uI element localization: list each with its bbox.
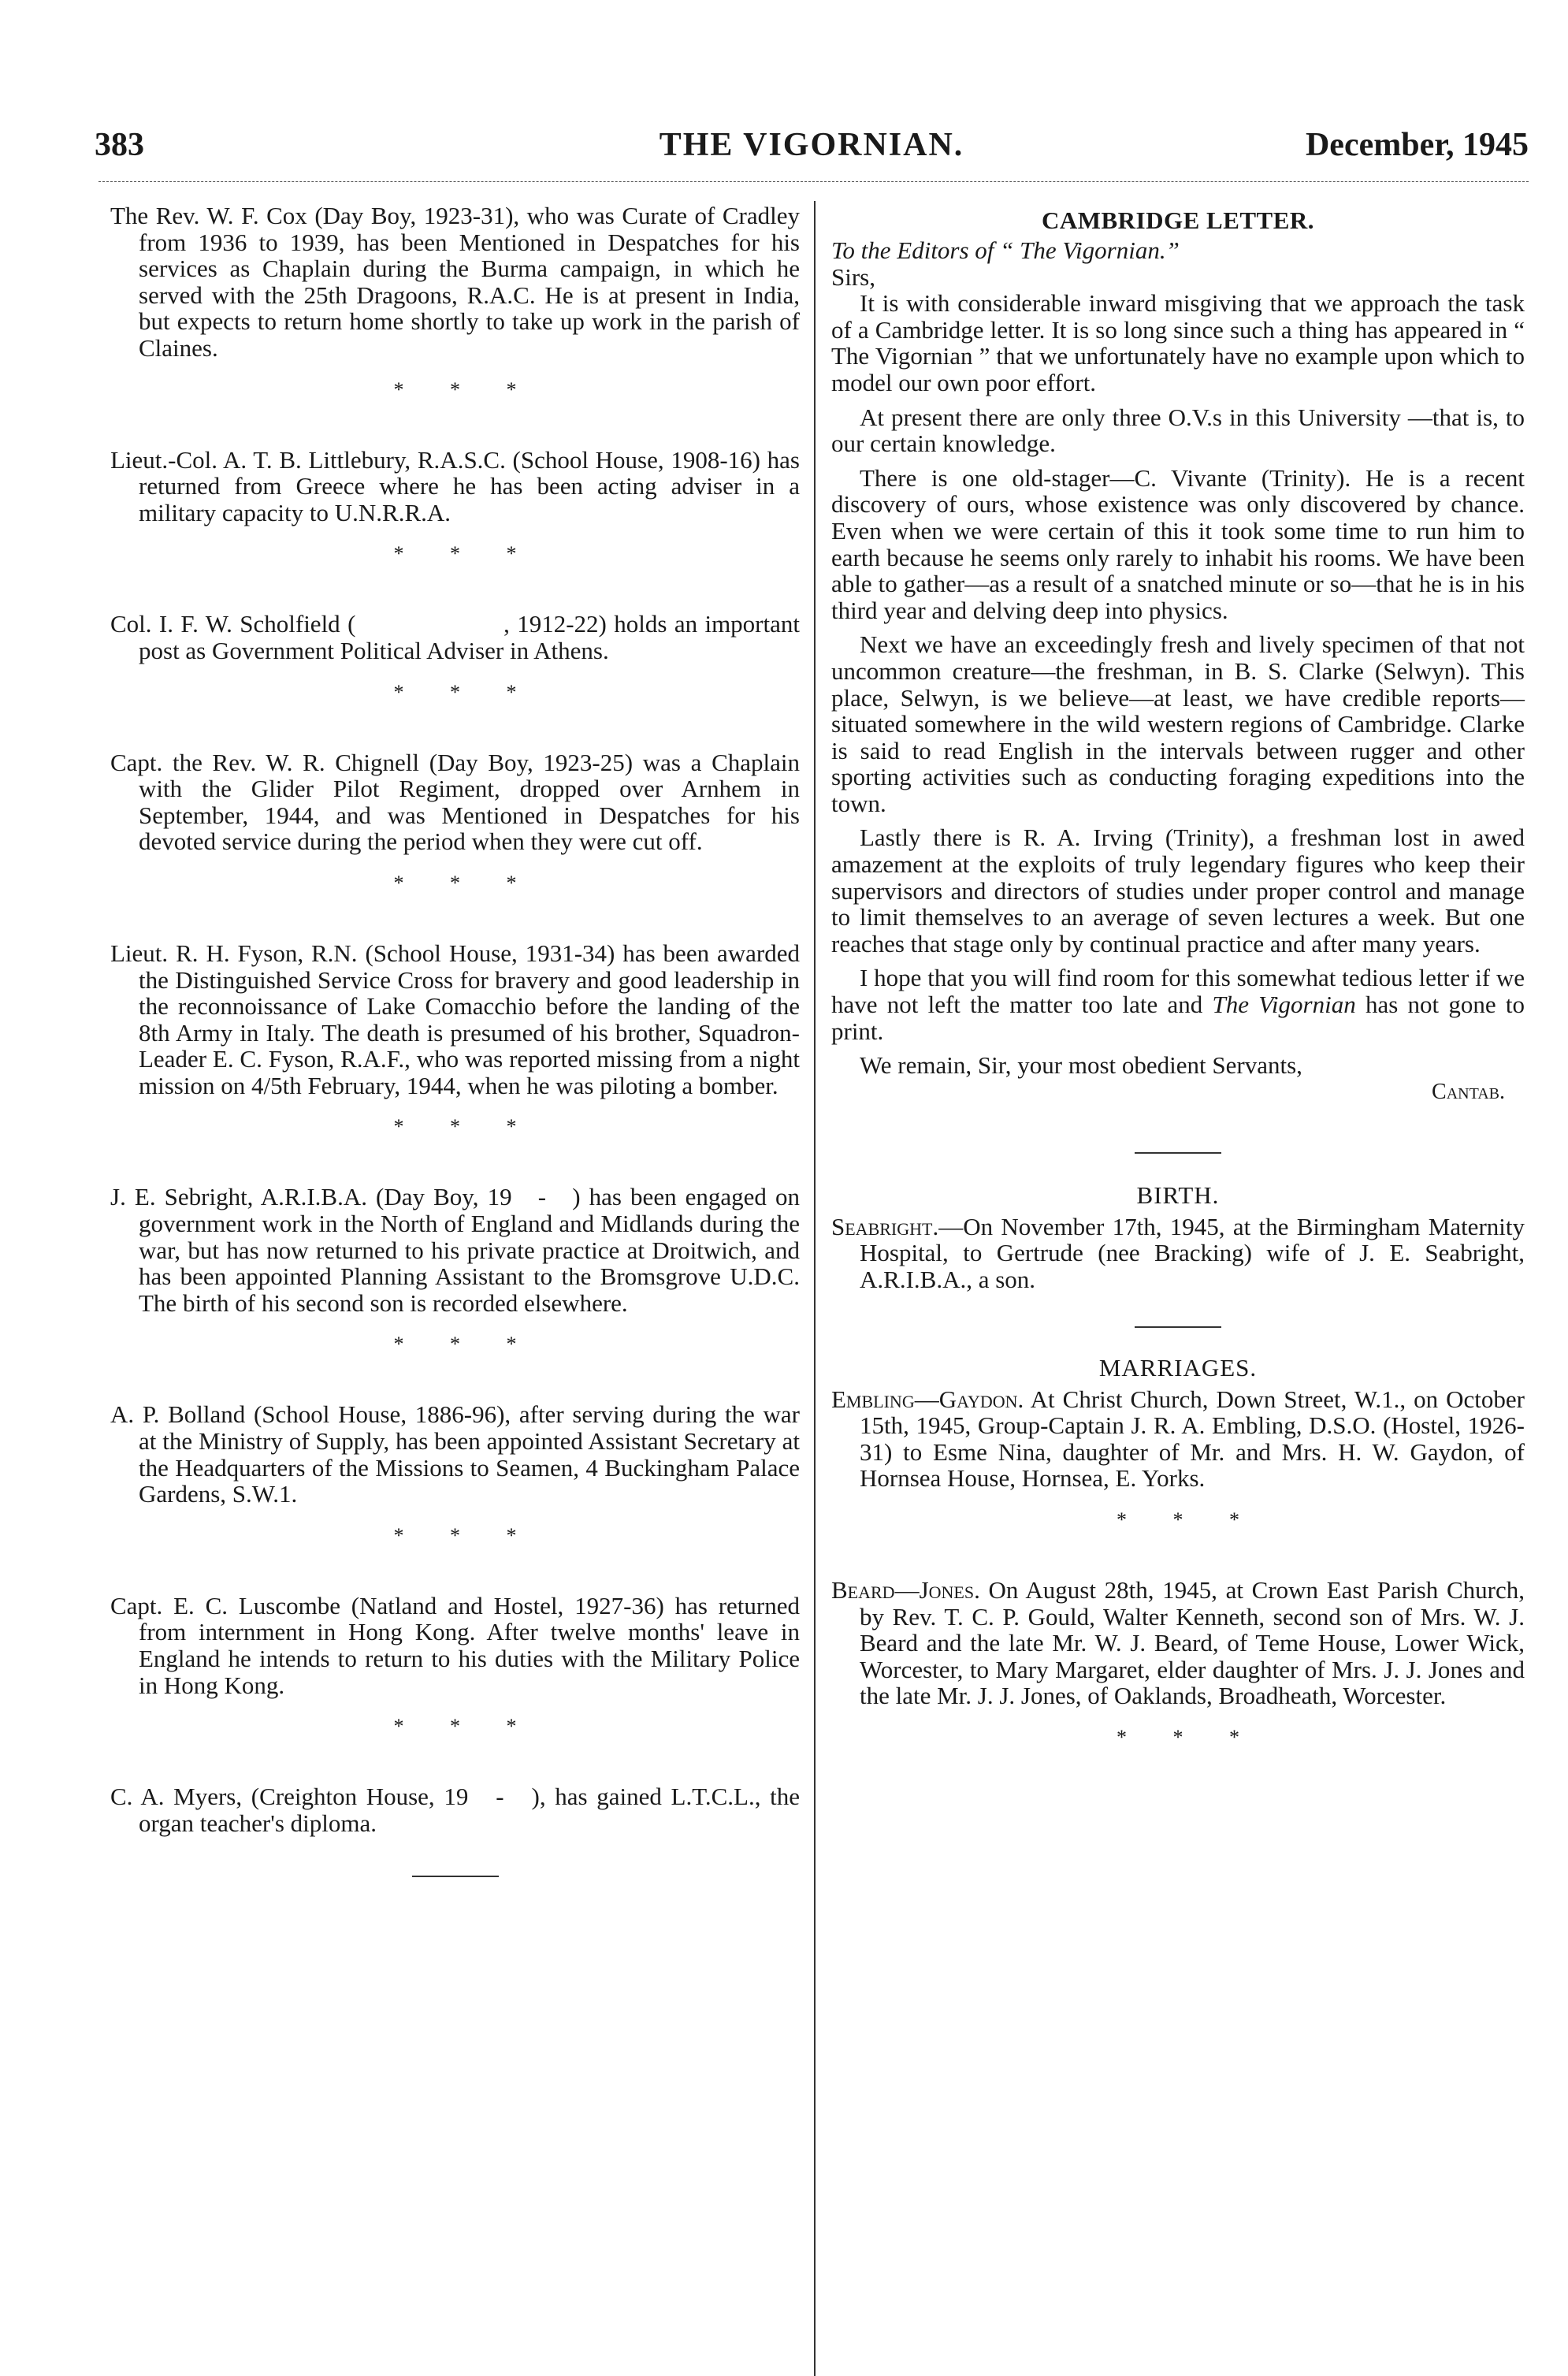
cambridge-letter-heading: CAMBRIDGE LETTER. <box>1041 206 1315 234</box>
letter-closing: We remain, Sir, your most obedient Servants, <box>860 1051 1302 1080</box>
section-rule <box>1135 1152 1221 1154</box>
birth-text: —On November 17th, 1945, at the Birmingham Maternity Hospital, to Gertrude (nee Bracking) wife of J. E. Seabright, A.R.I.B.A., a son. <box>860 1212 1525 1293</box>
note-fyson: Lieut. R. H. Fyson, R.N. (School House, 1931-34) has been awarded the Distinguished Service Cross for bravery and good leadership in the reconnoissance of Lake Comacchio before the landing of the 8th Army in Italy. The death is presumed of his brother, Squadron-Leader E. C. Fyson, R.A.F., who was reported missing from a night mission on 4/5th February, 1944, when he was piloting a bomber. <box>110 939 800 1099</box>
note-littlebury: Lieut.-Col. A. T. B. Littlebury, R.A.S.C. (School House, 1908-16) has returned from Greece where he has been acting adviser in a military capacity to U.N.R.R.A. <box>110 445 800 526</box>
column-divider <box>814 201 816 2376</box>
letter-paragraph: At present there are only three O.V.s in this University —that is, to our certain knowledge. <box>831 403 1525 458</box>
note-sebright: J. E. Sebright, A.R.I.B.A. (Day Boy, 19 - ) has been engaged on government work in the North of England and Midlands during the war, but has now returned to his private practice at Droitwich, and has been appointed Planning Assistant to the Bromsgrove U.D.C. The birth of his second son is recorded elsewhere. <box>110 1183 806 1317</box>
page-number: 383 <box>95 127 144 163</box>
birth-entry <box>831 1214 1525 1293</box>
header-rule <box>98 181 1529 182</box>
separator-stars: * * * <box>393 1715 537 1738</box>
letter-signature: Cantab. <box>1432 1079 1505 1104</box>
marriage-text: At Christ Church, Down Street, W.1., on October 15th, 1945, Group-Captain J. R. A. Embling, D.S.O. (Hostel, 1926-31) to Esme Nina, daughter of Mr. and Mrs. H. W. Gaydon, of Hornsea House, Hornsea, E. Yorks. <box>860 1385 1525 1493</box>
marriage-names: Beard—Jones. <box>831 1575 980 1604</box>
separator-stars: * * * <box>393 1333 537 1356</box>
marriage-names: Embling—Gaydon. <box>831 1385 1024 1413</box>
note-cox: The Rev. W. F. Cox (Day Boy, 1923-31), who was Curate of Cradley from 1936 to 1939, has been Mentioned in Despatches for his services as Chaplain during the Burma campaign, in which he served with the 25th Dragoons, R.A.C. He is at present in India, but expects to return home shortly to take up work in the parish of Claines. <box>110 202 800 362</box>
right-column <box>831 203 1525 1749</box>
separator-stars: * * * <box>1117 1725 1260 1749</box>
separator-stars: * * * <box>1117 1508 1260 1531</box>
separator-stars: * * * <box>393 680 537 704</box>
separator-stars: * * * <box>393 542 537 566</box>
hope-journal-title: The Vigornian <box>1212 991 1356 1019</box>
separator-stars: * * * <box>393 1523 537 1547</box>
journal-title: THE VIGORNIAN. <box>659 127 964 163</box>
letter-addressee: To the Editors of “ The Vigornian.” <box>831 236 1180 264</box>
separator-stars: * * * <box>393 871 537 894</box>
section-end-rule <box>412 1876 499 1877</box>
left-column <box>110 202 806 1877</box>
note-chignell: Capt. the Rev. W. R. Chignell (Day Boy, 1923-25) was a Chaplain with the Glider Pilot Regiment, dropped over Arnhem in September, 1944, and was Mentioned in Despatches for his devoted service during the period when they were cut off. <box>110 748 800 856</box>
hope-text-start: I hope that you will find room for this somewhat tedious letter if we have not left the matter too late and <box>831 964 1525 1019</box>
page-header <box>95 126 1529 173</box>
separator-stars: * * * <box>393 377 537 401</box>
birth-heading: BIRTH. <box>1136 1181 1220 1209</box>
issue-date: December, 1945 <box>1305 127 1529 163</box>
letter-paragraph: It is with considerable inward misgiving that we approach the task of a Cambridge letter. It is so long since such a thing has appeared in “ The Vigornian ” that we unfortunately have no example upon which to model our own poor effort. <box>831 289 1525 396</box>
note-myers: C. A. Myers, (Creighton House, 19 - ), has gained L.T.C.L., the organ teacher's diploma. <box>110 1783 806 1837</box>
letter-paragraph-hope <box>831 965 1525 1044</box>
letter-paragraph: Lastly there is R. A. Irving (Trinity), a freshman lost in awed amazement at the exploits of truly legendary figures who keep their supervisors and directors of studies under proper control and manage to limit themselves to an average of seven lectures a week. But one reaches that stage only by continual practice and after many years. <box>831 824 1525 957</box>
hope-text-end: has not gone to print. <box>831 991 1525 1045</box>
note-scholfield: Col. I. F. W. Scholfield ( , 1912-22) holds an important post as Government Political Adviser in Athens. <box>110 610 806 664</box>
section-rule <box>1135 1326 1221 1328</box>
marriage-text: On August 28th, 1945, at Crown East Parish Church, by Rev. T. C. P. Gould, Walter Kenneth, second son of Mrs. W. J. Beard and the late Mr. W. J. Beard, of Teme House, Lower Wick, Worcester, to Mary Margaret, elder daughter of Mrs. J. J. Jones and the late Mr. J. J. Jones, of Oaklands, Broadheath, Worcester. <box>860 1575 1525 1710</box>
birth-name: Seabright. <box>831 1212 939 1240</box>
letter-paragraph: Next we have an exceedingly fresh and lively specimen of that not uncommon creature—the freshman, in B. S. Clarke (Selwyn). This place, Selwyn, is we believe—at least, we have credible reports—situated somewhere in the wild western regions of Cambridge. Clarke is said to read English in the intervals between rugger and other sporting activities such as conducting foraging expeditions into the town. <box>831 630 1525 817</box>
note-bolland: A. P. Bolland (School House, 1886-96), after serving during the war at the Ministry of Supply, has been appointed Assistant Secretary at the Headquarters of the Missions to Seamen, 4 Buckingham Palace Gardens, S.W.1. <box>110 1400 800 1508</box>
letter-salutation: Sirs, <box>831 262 875 291</box>
marriage-entry <box>831 1577 1525 1709</box>
marriages-heading: MARRIAGES. <box>1098 1353 1258 1381</box>
marriage-entry <box>831 1386 1525 1492</box>
separator-stars: * * * <box>393 1115 537 1139</box>
letter-paragraph: There is one old-stager—C. Vivante (Trinity). He is a recent discovery of ours, whose existence was only discovered by chance. Even when we were certain of this it took some time to run him to earth because he seems only rarely to inhabit his rooms. We have been able to gather—as a result of a snatched minute or so—that he is in his third year and delving deep into physics. <box>831 463 1525 624</box>
note-luscombe: Capt. E. C. Luscombe (Natland and Hostel, 1927-36) has returned from internment in Hong Kong. After twelve months' leave in England he intends to return to his duties with the Military Police in Hong Kong. <box>110 1591 800 1699</box>
